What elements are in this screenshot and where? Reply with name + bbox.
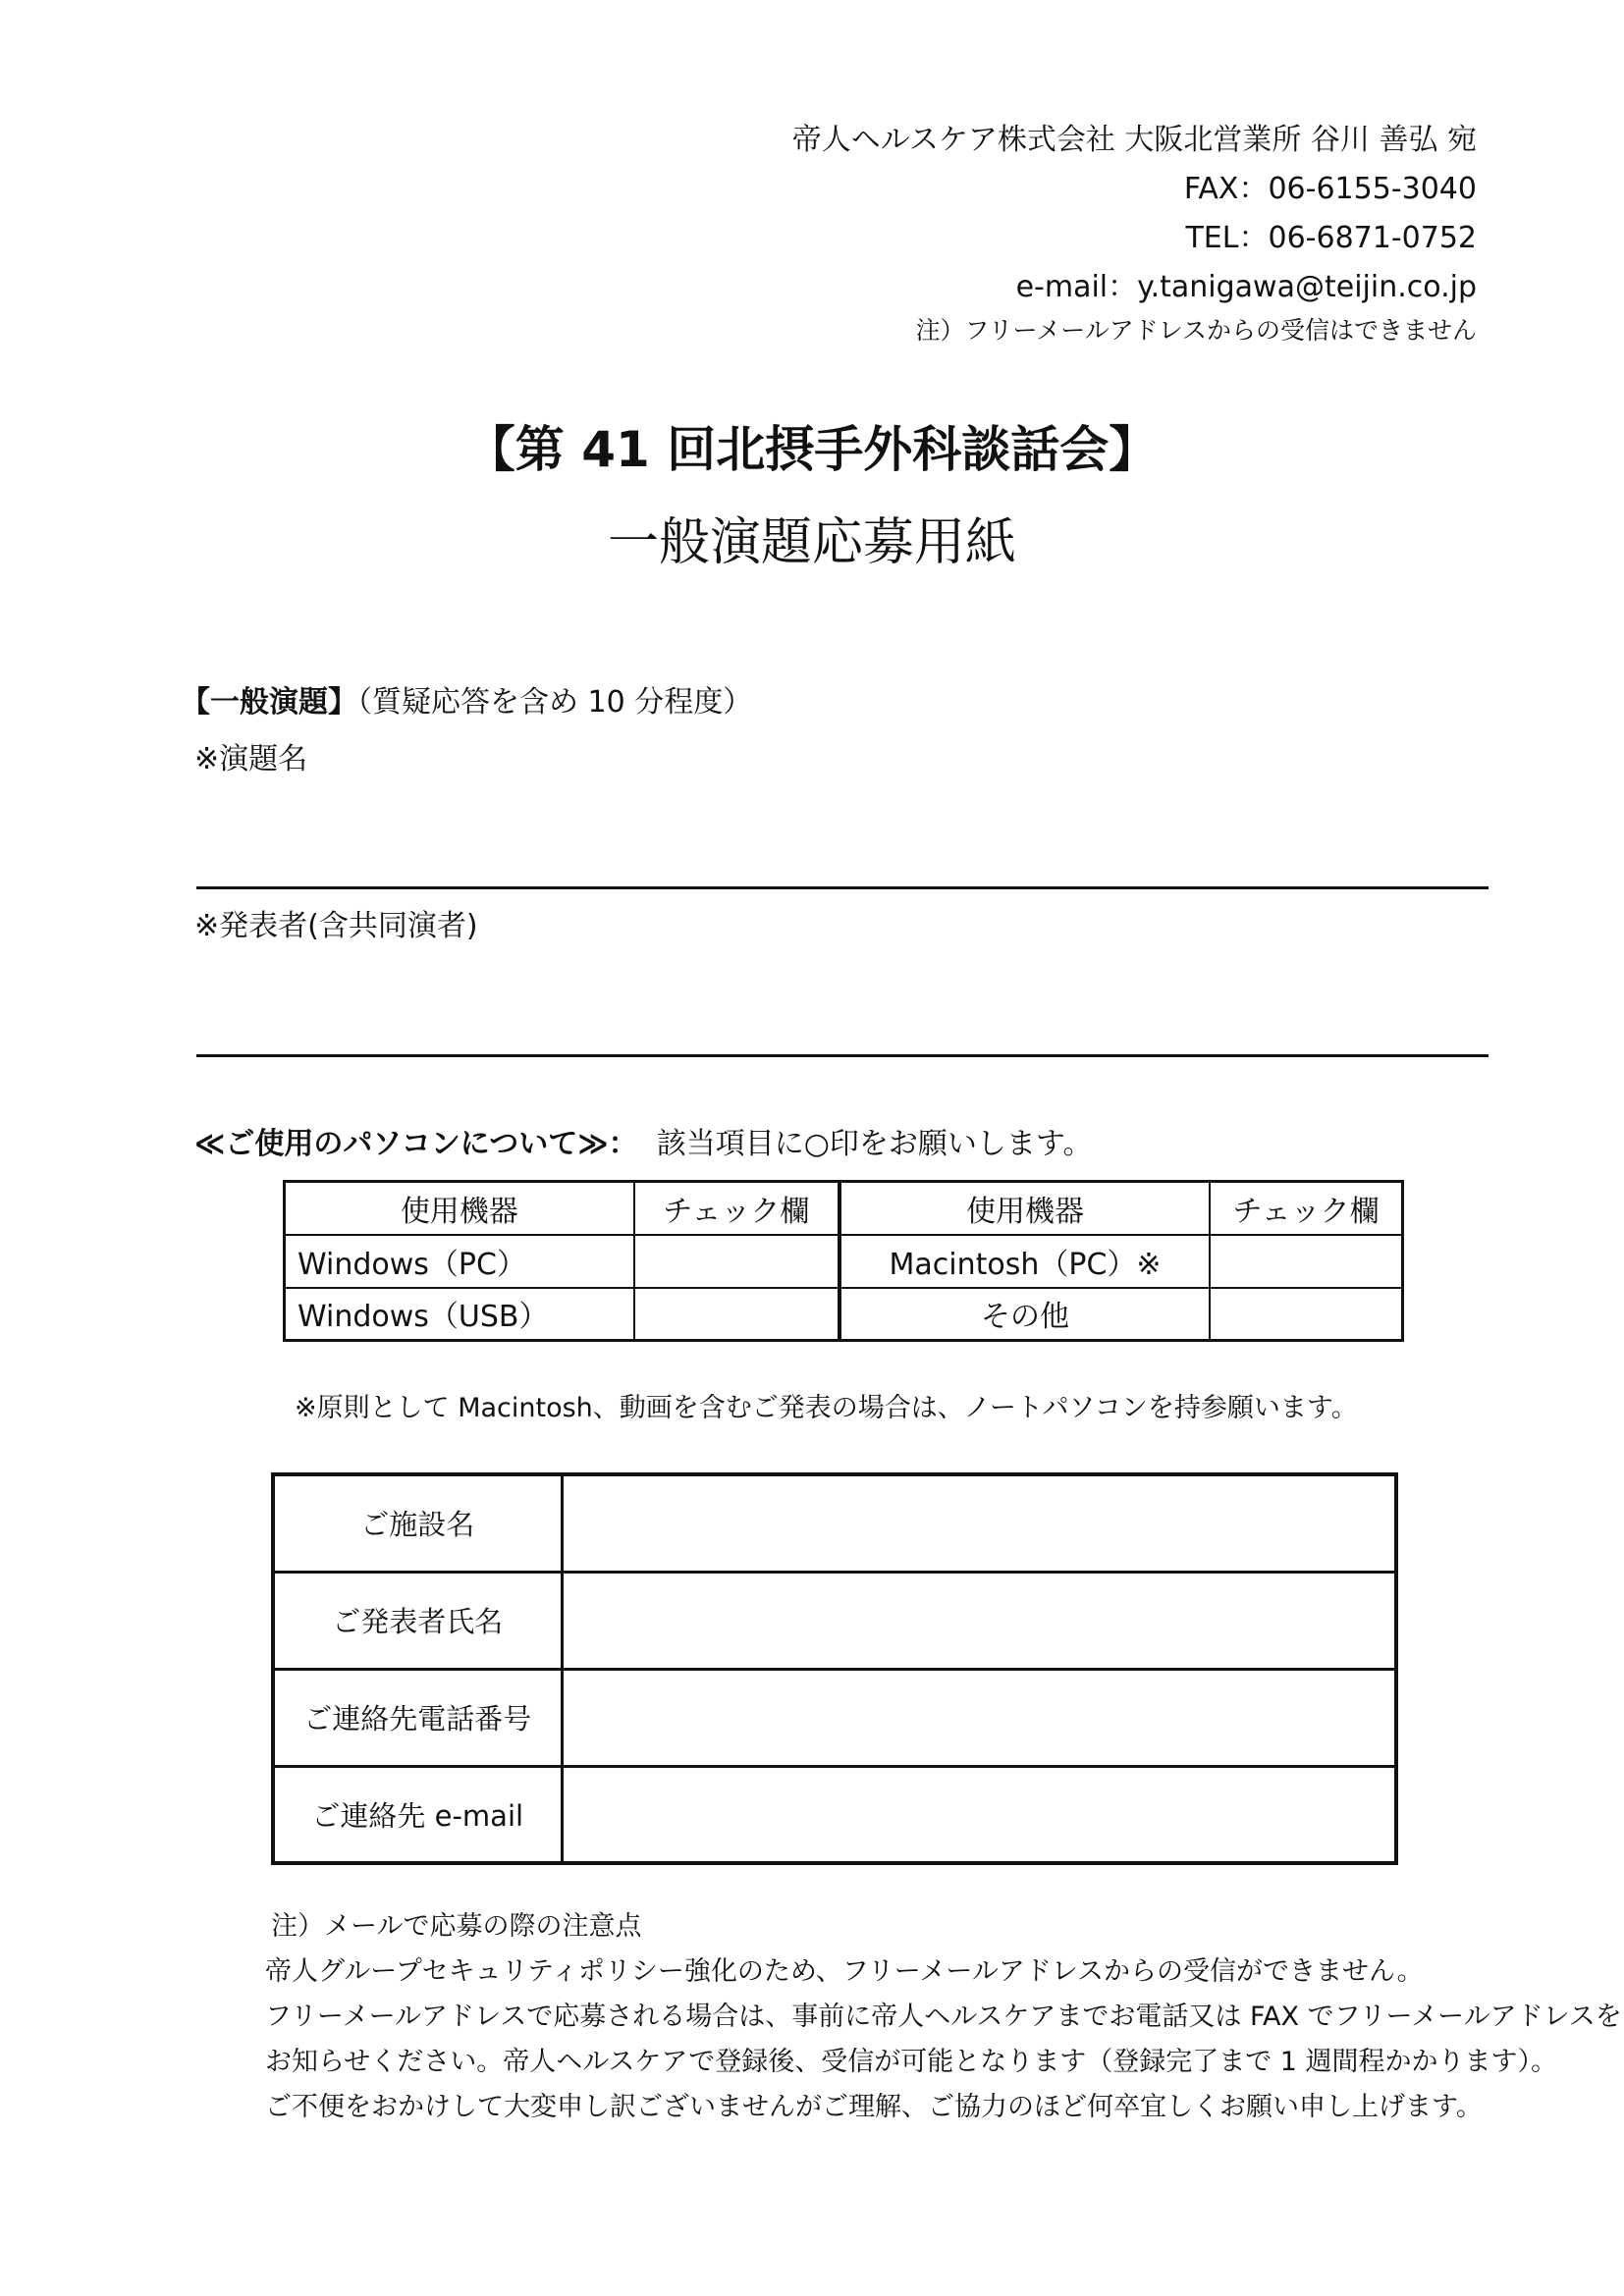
notes-line-3: お知らせください。帝人ヘルスケアで登録後、受信が可能となります（登録完了まで 1 週間程かかります）。 [265,2047,1558,2077]
device-windows-usb: Windows（USB） [285,1288,634,1341]
notes-line-2: フリーメールアドレスで応募される場合は、事前に帝人ヘルスケアまでお電話又は FAX でフリーメールアドレスを [265,2002,1622,2032]
device-other: その他 [839,1288,1210,1341]
device-macintosh-pc: Macintosh（PC）※ [839,1235,1210,1288]
phone-label: ご連絡先電話番号 [273,1669,562,1766]
notes-block [265,1904,1622,2130]
check-macintosh-pc[interactable] [1210,1235,1402,1288]
recipient-fax: FAX：06-6155-3040 [1183,172,1477,206]
recipient-block [792,116,1477,349]
pc-table [283,1180,1404,1342]
section-heading-rest: （質疑応答を含め 10 分程度） [357,685,753,720]
recipient-email: e-mail：y.tanigawa@teijin.co.jp [1015,270,1477,304]
col-device-left: 使用機器 [285,1182,634,1235]
presenter-label: ※発表者(含共同演者) [194,909,478,943]
facility-label: ご施設名 [273,1474,562,1572]
topic-label: ※演題名 [194,742,308,776]
section-heading [181,677,752,721]
check-other[interactable] [1210,1288,1402,1341]
notes-title: 注）メールで応募の際の注意点 [271,1911,642,1942]
pc-heading [194,1119,1092,1162]
notes-line-1: 帝人グループセキュリティポリシー強化のため、フリーメールアドレスからの受信ができません。 [265,1956,1424,1987]
email-label: ご連絡先 e-mail [273,1766,562,1863]
recipient-note: 注）フリーメールアドレスからの受信はできません [915,316,1477,345]
device-windows-pc: Windows（PC） [285,1235,634,1288]
col-check-right: チェック欄 [1210,1182,1402,1235]
phone-field[interactable] [562,1669,1396,1766]
notes-line-4: ご不便をおかけして大変申し訳ございませんがご理解、ご協力のほど何卒宜しくお願い申し上げます。 [265,2092,1483,2122]
col-check-left: チェック欄 [634,1182,839,1235]
presenter-name-label: ご発表者氏名 [273,1572,562,1669]
pc-heading-rest: 該当項目に○印をお願いします。 [656,1127,1093,1161]
recipient-name: 帝人ヘルスケア株式会社 大阪北営業所 谷川 善弘 宛 [791,123,1477,157]
pc-heading-bold: ≪ご使用のパソコンについて≫： [194,1127,638,1161]
page-title: 【第 41 回北摂手外科談話会】 [465,421,1159,478]
check-windows-pc[interactable] [634,1235,839,1288]
topic-input-line[interactable] [196,886,1489,889]
col-device-right: 使用機器 [839,1182,1210,1235]
email-field[interactable] [562,1766,1396,1863]
section-heading-bold: 【一般演題】 [181,685,357,720]
facility-field[interactable] [562,1474,1396,1572]
presenter-name-field[interactable] [562,1572,1396,1669]
pc-footnote: ※原則として Macintosh、動画を含むご発表の場合は、ノートパソコンを持参願います。 [295,1393,1358,1423]
recipient-tel: TEL：06-6871-0752 [1185,221,1477,255]
presenter-input-line[interactable] [196,1054,1489,1057]
check-windows-usb[interactable] [634,1288,839,1341]
info-table [271,1472,1398,1865]
page-subtitle: 一般演題応募用紙 [607,513,1016,572]
